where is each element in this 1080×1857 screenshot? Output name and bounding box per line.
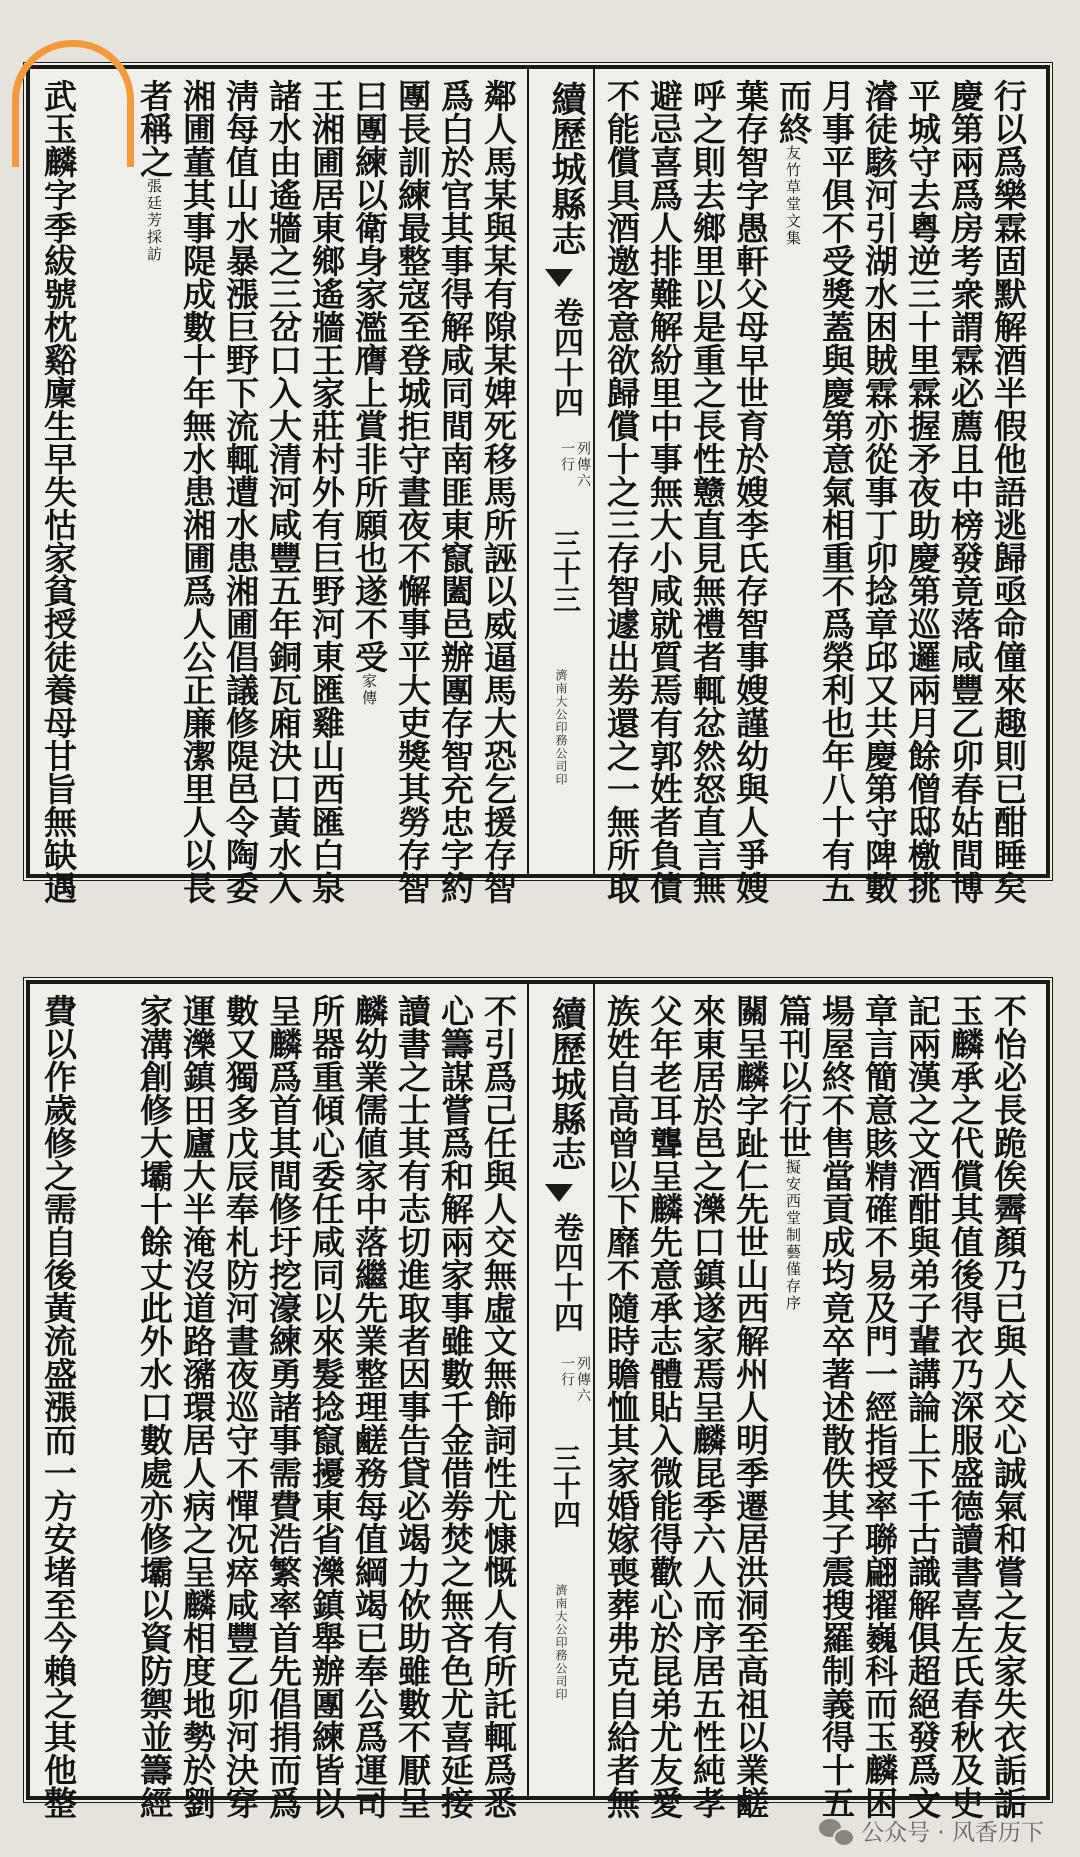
section-label: 列傳六 (575, 441, 591, 489)
text-column: 平城守去粵逆三十里霖握矛夜助慶第巡邏兩月餘僧邸檄挑 (903, 79, 942, 904)
text-column: 麟幼業儒値家中落繼先業整理鹺務每值綱竭已奉公爲運司 (350, 994, 389, 1819)
text-column: 爲白於官其事得解咸同間南匪東竄闔邑辦團存智充忠字約 (436, 79, 475, 904)
text-column-with-note (351, 79, 387, 707)
column-text: 而終 (774, 79, 813, 145)
orange-annotation-mark (12, 40, 134, 167)
source-note: 擬安西堂制藝僅存序 (784, 1159, 802, 1312)
source-note: 家傳 (360, 673, 378, 707)
text-column: 團長訓練最整寇至登城拒守晝夜不懈事平大吏獎其勞存智 (393, 79, 432, 904)
text-column: 族姓自高曾以下靡不隨時贍恤其家婚嫁喪葬弗克自給者無 (602, 994, 641, 1819)
text-column: 場屋終不售當貢成均竟卒著述散佚其子震搜羅制義得十五 (817, 994, 856, 1819)
text-column: 不能償具酒邀客意欲歸償十之三存智遽出劵還之一無所取 (602, 79, 641, 904)
text-column: 湘圃董其事隄成數十年無水患湘圃爲人公正廉潔里人以長 (178, 79, 217, 904)
volume-label: 卷四十四 (548, 1212, 583, 1332)
text-column: 不引爲己任與人交無虛文無飾詞性尤慷慨人有所託輒爲悉 (479, 994, 518, 1819)
column-text: 曰團練以衛身家濫膺上賞非所願也遂不受 (350, 79, 389, 673)
text-column: 章言簡意賅精確不易及門一經指授率聯翩擢巍科而玉麟困 (860, 994, 899, 1819)
text-column: 諸水由遙牆之三岔口入大清河咸豐五年銅瓦廂決口黃水入 (264, 79, 303, 904)
book-title: 續歷城縣志 (546, 81, 587, 256)
text-column: 父年老耳聾呈麟先意承志體貼入微能得歡心於昆弟尤友愛 (645, 994, 684, 1819)
center-fold-column (527, 984, 595, 1796)
text-column: 記兩漢之文酒酣與弟子輩講論上下千古識解俱超絕發爲文 (903, 994, 942, 1819)
text-column: 王湘圃居東鄉遙牆王家莊村外有巨野河東匯雞山西匯白泉 (307, 79, 346, 904)
text-column: 武玉麟字季紱號枕谿廩生早失怙家貧授徒養母甘旨無缺遇 (39, 79, 78, 904)
text-column: 所器重傾心委任咸同以來髮捻竄擾東省濼鎮舉辦團練皆以 (307, 994, 346, 1819)
wechat-watermark (819, 1814, 1044, 1847)
source-note: 友竹草堂文集 (784, 145, 802, 247)
bottom-book-page (26, 980, 1050, 1819)
text-column: 數又獨多戊辰奉札防河晝夜巡守不憚况瘁咸豐乙卯河決穿 (221, 994, 260, 1819)
text-column: 濬徒駭河引湖水困賊霖亦從事丁卯捻章邱又共慶第守陴數 (860, 79, 899, 904)
page-number: 三十四 (549, 1444, 582, 1528)
text-column: 鄰人馬某與某有隙某婢死移馬所誣以威逼馬大恐乞援存智 (479, 79, 518, 904)
row-label: 一行 (559, 1356, 575, 1388)
text-column: 葉存智字愚軒父母早世育於嫂李氏存智事嫂謹幼與人爭嫂 (731, 79, 770, 904)
text-column: 家溝創修大壩十餘丈此外水口數處亦修壩以資防禦並籌經 (135, 994, 174, 1819)
text-column: 來東居於邑之濼口鎮遂家焉呈麟昆季六人而序居五性純孝 (688, 994, 727, 1819)
volume-label: 卷四十四 (548, 297, 583, 417)
text-column: 行以爲樂霖固默解酒半假他語逃歸亟命僮來趣則已酣睡矣 (989, 79, 1028, 904)
page-number: 三十三 (549, 529, 582, 613)
text-column: 淸每值山水暴漲巨野下流輒遭水患湘圃倡議修隄邑令陶委 (221, 79, 260, 904)
text-column: 慶第兩爲房考衆謂霖必薦且中榜發竟落咸豐乙卯春㚲間博 (946, 79, 985, 904)
text-column-with-note (775, 994, 811, 1312)
center-fold-column (527, 69, 595, 874)
wechat-icon (819, 1817, 853, 1845)
column-text: 篇刊以行世 (774, 994, 813, 1159)
book-title: 續歷城縣志 (546, 996, 587, 1171)
text-column: 心籌謀嘗爲和解兩家事雖數千金借劵焚之無吝色尤喜延接 (436, 994, 475, 1819)
text-column: 運濼鎮田廬大半淹沒道路瀦環居人病之呈麟相度地勢於劉 (178, 994, 217, 1819)
text-column: 讀書之士其有志切進取者因事告貸必竭力佽助雖數不厭呈 (393, 994, 432, 1819)
row-label: 一行 (559, 441, 575, 473)
fish-tail-mark (545, 1184, 573, 1202)
text-column: 玉麟承之代償其值後得衣乃深服盛德讀書喜左氏春秋及史 (946, 994, 985, 1819)
text-column-with-note (136, 79, 172, 263)
text-column: 費以作歲修之需自後黃流盛漲而一方安堵至今賴之其他整 (39, 994, 78, 1819)
text-column: 避忌喜爲人排難解紛里中事無大小咸就質焉有郭姓者負債 (645, 79, 684, 904)
source-note: 張廷芳採訪 (145, 178, 163, 263)
text-column: 不怡必長跪俟霽顏乃已與人交心誠氣和嘗之友家失衣詬詬 (989, 994, 1028, 1819)
text-column: 關呈麟字趾仁先世山西解州人明季遷居洪洞至高祖以業鹺 (731, 994, 770, 1819)
printer-label: 濟南大公印務公司印 (554, 669, 568, 786)
column-text: 者稱之 (135, 79, 174, 178)
watermark-text: 公众号 · 风香历下 (861, 1820, 1044, 1846)
printer-label: 濟南大公印務公司印 (554, 1584, 568, 1701)
text-column: 呼之則去鄉里以是重之長性戆直見無禮者輒忿然怒直言無 (688, 79, 727, 904)
text-column-with-note (775, 79, 811, 247)
text-column: 月事平俱不受獎蓋與慶第意氣相重不爲榮利也年八十有五 (817, 79, 856, 904)
section-label: 列傳六 (575, 1356, 591, 1404)
top-book-page (26, 65, 1050, 904)
text-column: 呈麟爲首其間修圩挖濠練勇諸事需費浩繁率首先倡捐而爲 (264, 994, 303, 1819)
fish-tail-mark (545, 269, 573, 287)
